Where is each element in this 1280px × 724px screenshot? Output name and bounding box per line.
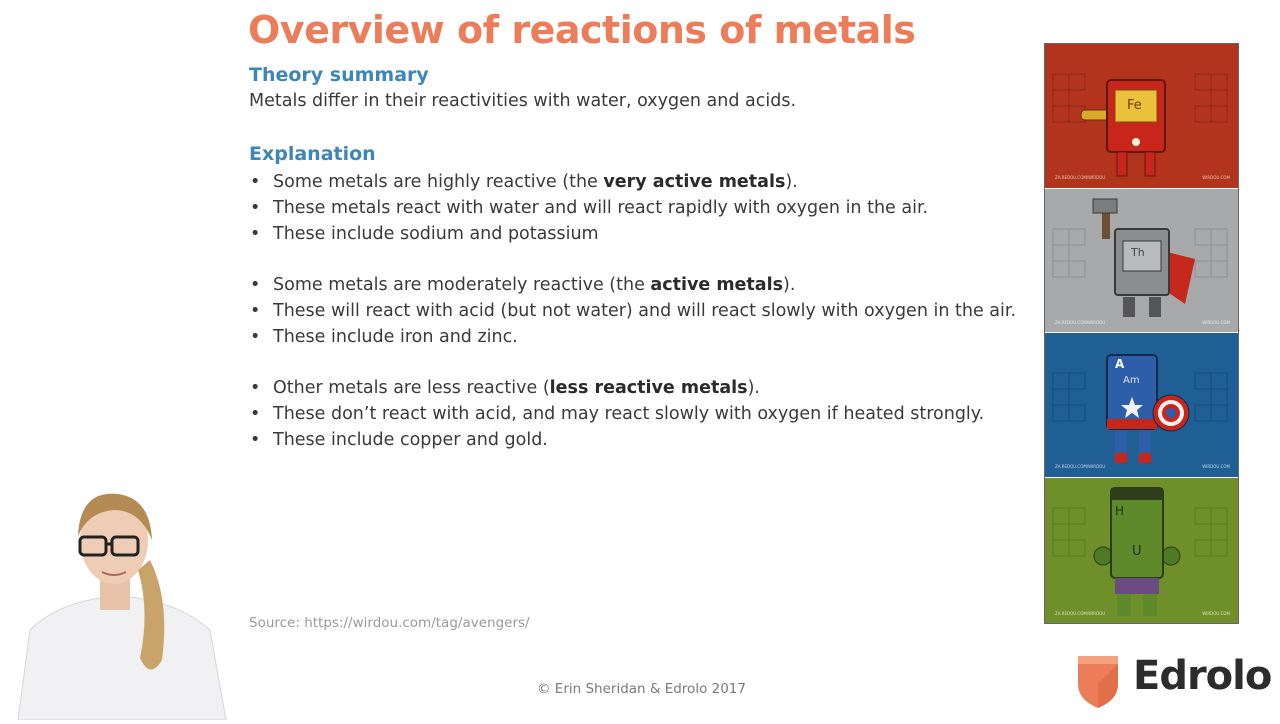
list-item: • Some metals are moderately reactive (the active metals). (248, 273, 1018, 299)
term-very-active-metals: very active metals (603, 172, 786, 192)
avengers-comic-strip (1044, 43, 1239, 624)
credit-left: ZA.REDOU.COM/WIRDOU (1055, 320, 1106, 325)
credit-right: WIRDOU.COM (1202, 611, 1230, 616)
presenter-video (0, 480, 240, 724)
list-item: • Other metals are less reactive (less reactive metals). (248, 376, 1018, 402)
theory-summary-text: Metals differ in their reactivities with water, oxygen and acids. (249, 91, 797, 111)
page-title: Overview of reactions of metals (248, 8, 916, 52)
copyright-notice: © Erin Sheridan & Edrolo 2017 (537, 681, 746, 697)
explanation-heading: Explanation (249, 143, 376, 165)
theory-summary-heading: Theory summary (249, 64, 429, 86)
credit-left: ZA.REDOU.COM/WIRDOU (1055, 611, 1106, 616)
list-item: • These metals react with water and will react rapidly with oxygen in the air. (248, 196, 1018, 222)
th-symbol: Th (1131, 246, 1145, 259)
edrolo-logo-text: Edrolo (1133, 653, 1272, 699)
captain-america-panel (1045, 333, 1238, 477)
credit-right: WIRDOU.COM (1202, 175, 1230, 180)
credit-right: WIRDOU.COM (1202, 464, 1230, 469)
list-item: • These include iron and zinc. (248, 325, 1018, 351)
am-symbol: Am (1123, 375, 1140, 386)
iron-man-panel (1045, 44, 1238, 188)
edrolo-shield-icon (1076, 654, 1120, 714)
list-item: • These include sodium and potassium (248, 222, 1018, 248)
credit-right: WIRDOU.COM (1202, 320, 1230, 325)
explanation-list (248, 170, 1018, 454)
source-citation: Source: https://wirdou.com/tag/avengers/ (249, 615, 530, 631)
term-less-reactive-metals: less reactive metals (549, 378, 748, 399)
list-item: • These will react with acid (but not water) and will react slowly with oxygen in the air. (248, 299, 1018, 325)
credit-left: ZA.REDOU.COM/WIRDOU (1055, 175, 1106, 180)
hulk-panel (1045, 478, 1238, 623)
term-active-metals: active metals (650, 275, 784, 296)
u-symbol: U (1132, 544, 1142, 559)
list-item: • Some metals are highly reactive (the very active metals). (248, 170, 1018, 196)
credit-left: ZA.REDOU.COM/WIRDOU (1055, 464, 1106, 469)
list-item: • These include copper and gold. (248, 428, 1018, 454)
fe-symbol: Fe (1127, 98, 1142, 113)
thor-panel (1045, 189, 1238, 332)
panel3-letter: A (1115, 357, 1125, 371)
h-symbol: H (1115, 504, 1125, 518)
list-item: • These don’t react with acid, and may react slowly with oxygen if heated strongly. (248, 402, 1018, 428)
